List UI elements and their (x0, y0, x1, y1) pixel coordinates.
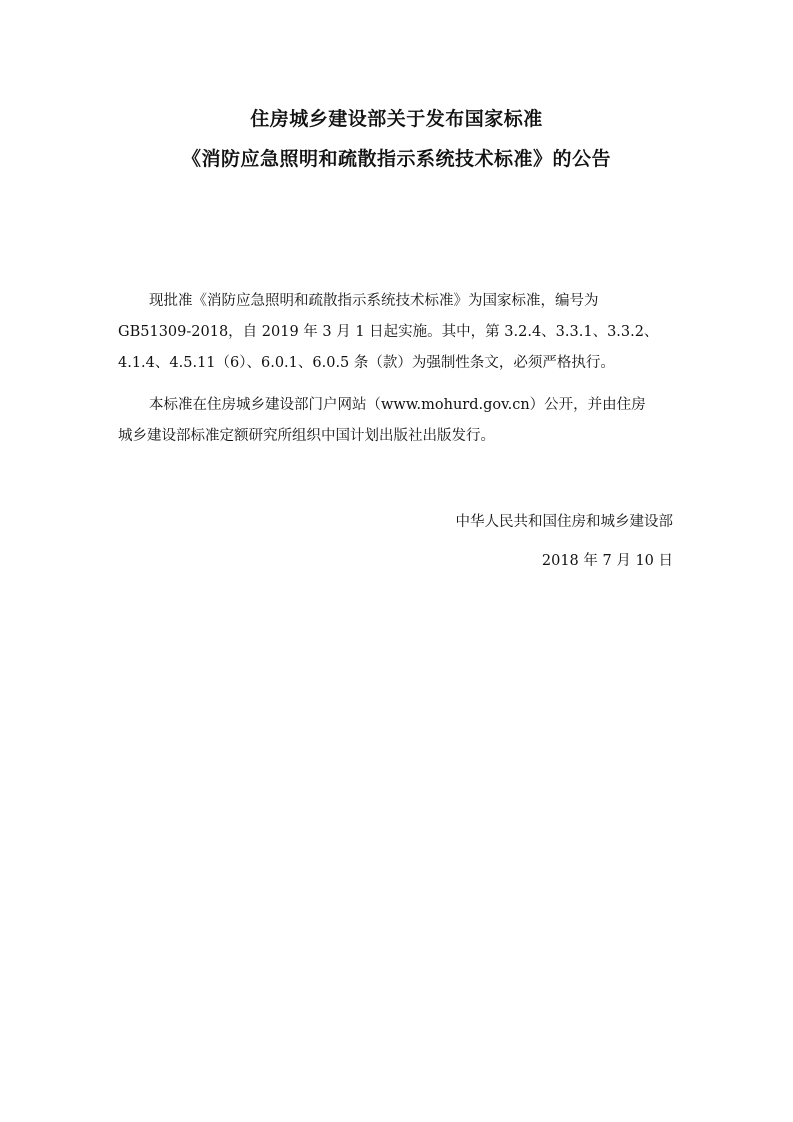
document-title-line-2: 《消防应急照明和疏散指示系统技术标准》的公告 (181, 148, 611, 170)
document-title-line-1: 住房城乡建设部关于发布国家标准 (250, 108, 543, 130)
issue-date: 2018 年 7 月 10 日 (541, 553, 673, 569)
paragraph-line: 现批准《消防应急照明和疏散指示系统技术标准》为国家标准，编号为 (149, 293, 599, 309)
paragraph-line: 城乡建设部标准定额研究所组织中国计划出版社出版发行。 (118, 428, 495, 444)
issuing-organization: 中华人民共和国住房和城乡建设部 (455, 514, 673, 530)
paragraph-line: GB51309-2018，自 2019 年 3 月 1 日起实施。其中，第 3.2.4、3.3.1、3.3.2、 (118, 324, 659, 340)
paragraph-approval (118, 286, 678, 379)
paragraph-line: 4.1.4、4.5.11（6）、6.0.1、6.0.5 条（款）为强制性条文，必须严格执行。 (118, 355, 615, 371)
paragraph-line: 本标准在住房城乡建设部门户网站（www.mohurd.gov.cn）公开，并由住房 (149, 397, 646, 413)
paragraph-publication (118, 390, 678, 452)
